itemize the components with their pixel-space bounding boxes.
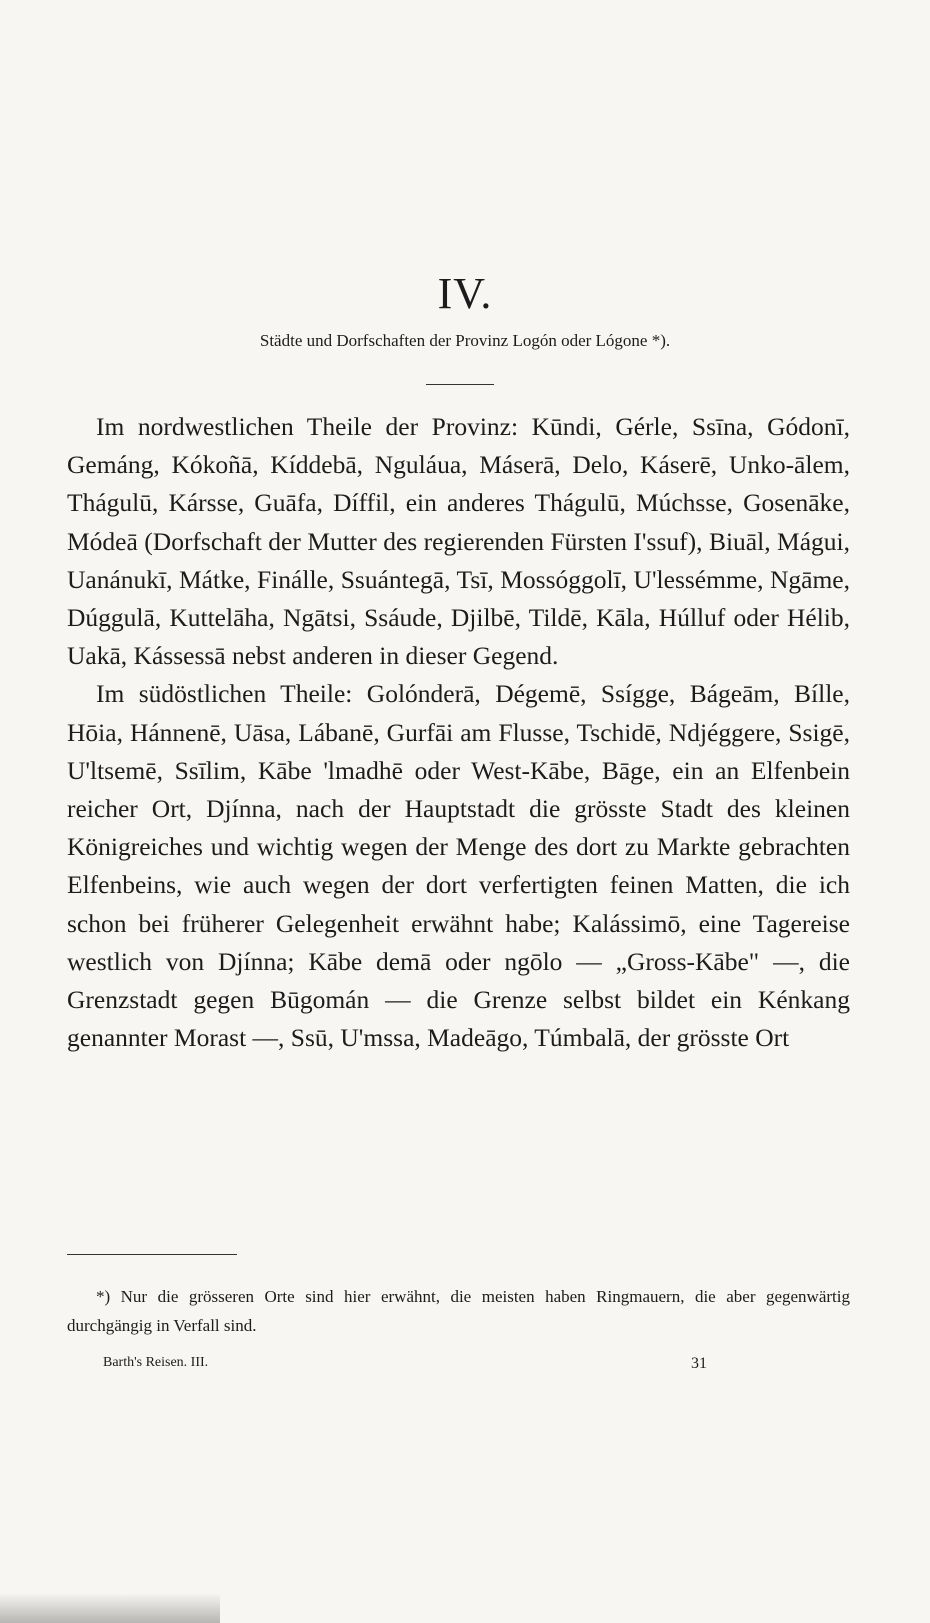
page-number: 31 — [691, 1355, 707, 1372]
footnote-divider — [67, 1254, 237, 1255]
paragraph-northwest: Im nordwestlichen Theile der Provinz: Kūndi, Gérle, Ssīna, Gódonī, Gemáng, Kókoñā, Kíddebā, Nguláua, Máserā, Delo, Káserē, Unko-ālem, Thágulū, Kársse, Guāfa, Díffil, ein anderes Thágulū, Múchsse, Gosenāke, Módeā (Dorfschaft der Mutter des regierenden Fürsten I'ssuf), Biuāl, Mágui, Uanánukī, Mátke, Finálle, Ssuántegā, Tsī, Mossóggolī, U'lessémme, Ngāme, Dúggulā, Kuttelāha, Ngātsi, Ssáude, Djilbē, Tildē, Kāla, Húlluf oder Hélib, Uakā, Kássessā nebst anderen in dieser Gegend. — [67, 412, 850, 671]
chapter-number: IV. — [437, 269, 493, 318]
chapter-title: Städte und Dorfschaften der Provinz Logón oder Lógone *). — [259, 331, 671, 350]
scan-edge-shadow — [0, 1593, 220, 1623]
body-text — [67, 408, 850, 1057]
footnote-text: *) Nur die grösseren Orte sind hier erwähnt, die meisten haben Ringmauern, die aber gegenwärtig durchgängig in Verfall sind. — [67, 1287, 850, 1335]
title-divider — [426, 384, 494, 385]
printer-signature: Barth's Reisen. III. — [103, 1355, 209, 1370]
footnote — [67, 1282, 850, 1340]
paragraph-southeast: Im südöstlichen Theile: Golónderā, Dégemē, Ssígge, Bágeām, Bílle, Hōia, Hánnenē, Uāsa, Lábanē, Gurfāi am Flusse, Tschidē, Ndjéggere, Ssigē, U'ltsemē, Ssīlim, Kābe 'lmadhē oder West-Kābe, Bāge, ein an Elfenbein reicher Ort, Djínna, nach der Hauptstadt die grösste Stadt des kleinen Königreiches und wichtig wegen der Menge des dort zu Markte gebrachten Elfenbeins, wie auch wegen der dort verfertigten feinen Matten, die ich schon bei früherer Gelegenheit erwähnt habe; Kalássimō, eine Tagereise westlich von Djínna; Kābe demā oder ngōlo — „Gross-Kābe" —, die Grenzstadt gegen Būgomán — die Grenze selbst bildet ein Kénkang genannter Morast —, Ssū, U'mssa, Madeāgo, Túmbalā, der grösste Ort — [67, 679, 850, 1053]
